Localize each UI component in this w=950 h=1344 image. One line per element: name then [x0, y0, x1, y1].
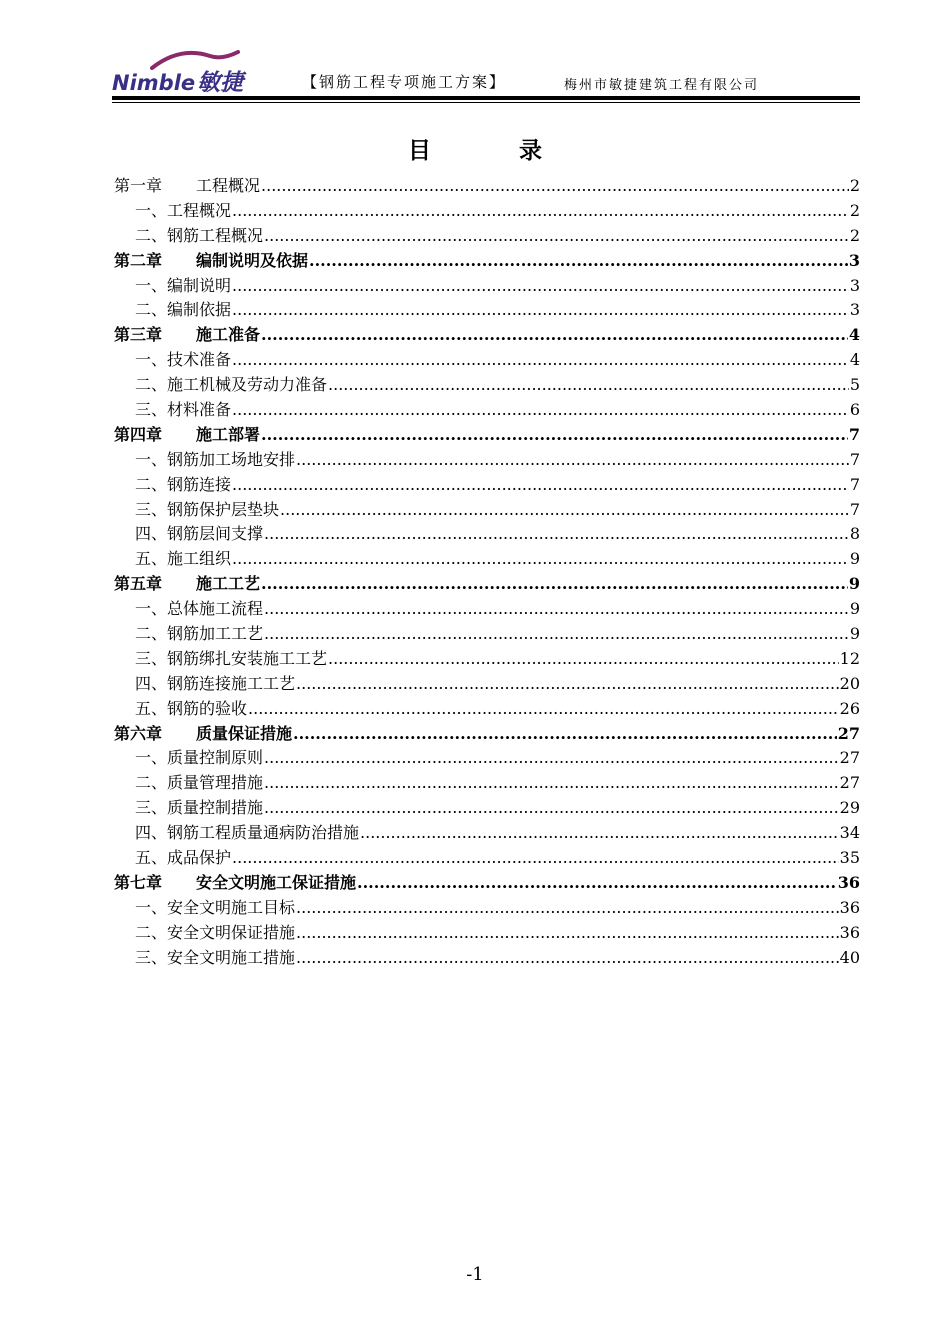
toc-entry-text: 一、工程概况 — [135, 200, 232, 220]
toc-section-entry[interactable] — [114, 348, 860, 373]
toc-page-number: 9 — [848, 574, 860, 594]
toc-leader-dots — [296, 921, 839, 946]
toc-page-number: 2 — [849, 200, 860, 220]
toc-entry-text: 编制说明及依据 — [196, 250, 309, 270]
toc-entry-text: 四、钢筋工程质量通病防治措施 — [135, 823, 360, 843]
toc-page-number: 8 — [849, 524, 860, 544]
toc-page-number: 36 — [839, 897, 860, 917]
toc-entry-text: 一、钢筋加工场地安排 — [135, 449, 296, 469]
toc-title: 目 录 — [407, 137, 582, 164]
toc-entry-text: 三、钢筋保护层垫块 — [135, 499, 280, 519]
toc-page-number: 2 — [849, 225, 860, 245]
toc-page-number: 20 — [839, 673, 860, 693]
toc-entry-text: 二、钢筋加工工艺 — [135, 624, 264, 644]
toc-entry-text: 一、质量控制原则 — [135, 748, 264, 768]
page-number: -1 — [466, 1264, 484, 1285]
toc-page-number: 4 — [848, 325, 860, 345]
toc-entry-text: 工程概况 — [196, 176, 261, 195]
toc-section-entry[interactable] — [114, 224, 860, 249]
toc-section-entry[interactable] — [114, 547, 860, 572]
toc-page-number: 29 — [839, 798, 860, 818]
toc-section-entry[interactable] — [114, 473, 860, 498]
toc-section-entry[interactable] — [114, 298, 860, 323]
toc-chapter-number: 第五章 — [114, 574, 163, 594]
toc-page-number: 3 — [849, 300, 860, 320]
toc-leader-dots — [296, 672, 839, 697]
toc-entry-text: 三、钢筋绑扎安装施工工艺 — [135, 648, 328, 668]
toc-page-number: 35 — [839, 848, 860, 868]
toc-leader-dots — [264, 746, 839, 771]
logo-text — [112, 64, 243, 97]
toc-leader-dots — [232, 199, 849, 224]
toc-leader-dots — [232, 398, 849, 423]
toc-chapter-entry[interactable] — [114, 871, 860, 896]
toc-page-number: 36 — [839, 922, 860, 942]
toc-leader-dots — [232, 473, 849, 498]
toc-leader-dots — [261, 423, 848, 448]
toc-entry-text: 二、施工机械及劳动力准备 — [135, 375, 328, 395]
toc-leader-dots — [280, 498, 849, 523]
toc-entry-text: 二、安全文明保证措施 — [135, 922, 296, 942]
toc-section-entry[interactable] — [114, 697, 860, 722]
header-rule-thick — [112, 96, 860, 100]
toc-section-entry[interactable] — [114, 746, 860, 771]
toc-entry-text: 施工准备 — [196, 325, 261, 345]
toc-leader-dots — [264, 522, 849, 547]
toc-leader-dots — [232, 846, 839, 871]
toc-leader-dots — [261, 174, 849, 199]
toc-entry-text: 五、成品保护 — [135, 848, 232, 868]
toc-chapter-entry[interactable] — [114, 249, 860, 274]
toc-chapter-entry[interactable] — [114, 423, 860, 448]
toc-section-entry[interactable] — [114, 597, 860, 622]
toc-leader-dots — [360, 821, 839, 846]
table-of-contents — [114, 174, 860, 971]
toc-section-entry[interactable] — [114, 398, 860, 423]
toc-entry-text: 安全文明施工保证措施 — [196, 872, 357, 892]
toc-entry-text: 三、质量控制措施 — [135, 798, 264, 818]
toc-page-number: 3 — [848, 250, 860, 270]
toc-chapter-number: 第二章 — [114, 250, 163, 270]
toc-entry-text: 五、施工组织 — [135, 549, 232, 569]
toc-section-entry[interactable] — [114, 796, 860, 821]
toc-entry-text: 四、钢筋连接施工工艺 — [135, 673, 296, 693]
toc-section-entry[interactable] — [114, 946, 860, 971]
toc-leader-dots — [261, 323, 848, 348]
toc-page-number: 9 — [849, 549, 860, 569]
toc-section-entry[interactable] — [114, 672, 860, 697]
toc-entry-text: 一、总体施工流程 — [135, 599, 264, 619]
toc-page-number: 7 — [849, 499, 860, 519]
logo-latin: Nimble — [112, 71, 196, 95]
toc-leader-dots — [296, 448, 849, 473]
toc-entry-text: 二、质量管理措施 — [135, 773, 264, 793]
toc-page-number: 7 — [849, 474, 860, 494]
document-title: 【钢筋工程专项施工方案】 — [302, 73, 507, 91]
toc-section-entry[interactable] — [114, 647, 860, 672]
toc-leader-dots — [357, 871, 837, 896]
toc-leader-dots — [232, 348, 849, 373]
toc-section-entry[interactable] — [114, 622, 860, 647]
toc-page-number: 40 — [839, 947, 860, 967]
toc-section-entry[interactable] — [114, 199, 860, 224]
toc-page-number: 6 — [849, 400, 860, 420]
toc-chapter-number: 第七章 — [114, 872, 163, 892]
toc-entry-text: 一、技术准备 — [135, 350, 232, 370]
toc-page-number: 7 — [849, 449, 860, 469]
toc-section-entry[interactable] — [114, 846, 860, 871]
toc-entry-text: 一、安全文明施工目标 — [135, 897, 296, 917]
toc-entry-text: 三、材料准备 — [135, 400, 232, 420]
toc-page-number: 34 — [839, 823, 860, 843]
toc-section-entry[interactable] — [114, 498, 860, 523]
toc-leader-dots — [261, 572, 848, 597]
toc-page-number: 12 — [839, 648, 860, 668]
toc-chapter-entry[interactable] — [114, 572, 860, 597]
toc-entry-text: 四、钢筋层间支撑 — [135, 524, 264, 544]
toc-chapter-number: 第六章 — [114, 723, 163, 743]
toc-section-entry[interactable] — [114, 448, 860, 473]
toc-page-number: 9 — [849, 599, 860, 619]
toc-leader-dots — [264, 771, 839, 796]
toc-leader-dots — [264, 597, 849, 622]
toc-entry-text: 施工部署 — [196, 424, 261, 444]
toc-leader-dots — [328, 373, 849, 398]
toc-leader-dots — [296, 946, 839, 971]
toc-entry-text: 三、安全文明施工措施 — [135, 947, 296, 967]
toc-page-number: 2 — [849, 176, 860, 195]
toc-entry-text: 五、钢筋的验收 — [135, 698, 248, 718]
toc-section-entry[interactable] — [114, 896, 860, 921]
toc-leader-dots — [293, 722, 837, 747]
toc-page-number: 4 — [849, 350, 860, 370]
toc-page-number: 5 — [849, 375, 860, 395]
toc-leader-dots — [309, 249, 848, 274]
toc-section-entry[interactable] — [114, 373, 860, 398]
toc-entry-text: 二、钢筋工程概况 — [135, 225, 264, 245]
toc-page-number: 9 — [849, 624, 860, 644]
toc-section-entry[interactable] — [114, 821, 860, 846]
toc-chapter-entry[interactable] — [114, 323, 860, 348]
toc-leader-dots — [232, 547, 849, 572]
toc-leader-dots — [264, 796, 839, 821]
toc-page-number: 3 — [849, 275, 860, 295]
toc-page-number: 7 — [848, 424, 860, 444]
toc-page-number: 27 — [839, 748, 860, 768]
toc-chapter-entry[interactable] — [114, 174, 860, 199]
toc-entry-text: 一、编制说明 — [135, 275, 232, 295]
toc-page-number: 26 — [839, 698, 860, 718]
toc-section-entry[interactable] — [114, 274, 860, 299]
toc-leader-dots — [328, 647, 839, 672]
toc-leader-dots — [232, 274, 849, 299]
toc-entry-text: 施工工艺 — [196, 574, 261, 594]
toc-leader-dots — [264, 622, 849, 647]
toc-page-number: 27 — [837, 723, 860, 743]
toc-section-entry[interactable] — [114, 771, 860, 796]
toc-section-entry[interactable] — [114, 921, 860, 946]
toc-entry-text: 二、钢筋连接 — [135, 474, 232, 494]
toc-entry-text: 质量保证措施 — [196, 723, 293, 743]
company-name: 梅州市敏捷建筑工程有限公司 — [564, 78, 760, 93]
logo-chinese: 敏捷 — [197, 70, 244, 96]
header-rule-thin — [112, 102, 860, 103]
toc-section-entry[interactable] — [114, 522, 860, 547]
toc-leader-dots — [264, 224, 849, 249]
toc-chapter-number: 第三章 — [114, 325, 163, 345]
toc-page-number: 27 — [839, 773, 860, 793]
toc-leader-dots — [248, 697, 839, 722]
toc-leader-dots — [232, 298, 849, 323]
company-logo — [112, 48, 262, 96]
toc-chapter-entry[interactable] — [114, 722, 860, 747]
page-header — [112, 44, 860, 104]
toc-page-number: 36 — [837, 872, 860, 892]
toc-leader-dots — [296, 896, 839, 921]
toc-chapter-number: 第四章 — [114, 424, 163, 444]
toc-entry-text: 二、编制依据 — [135, 300, 232, 320]
toc-chapter-number: 第一章 — [114, 176, 163, 195]
